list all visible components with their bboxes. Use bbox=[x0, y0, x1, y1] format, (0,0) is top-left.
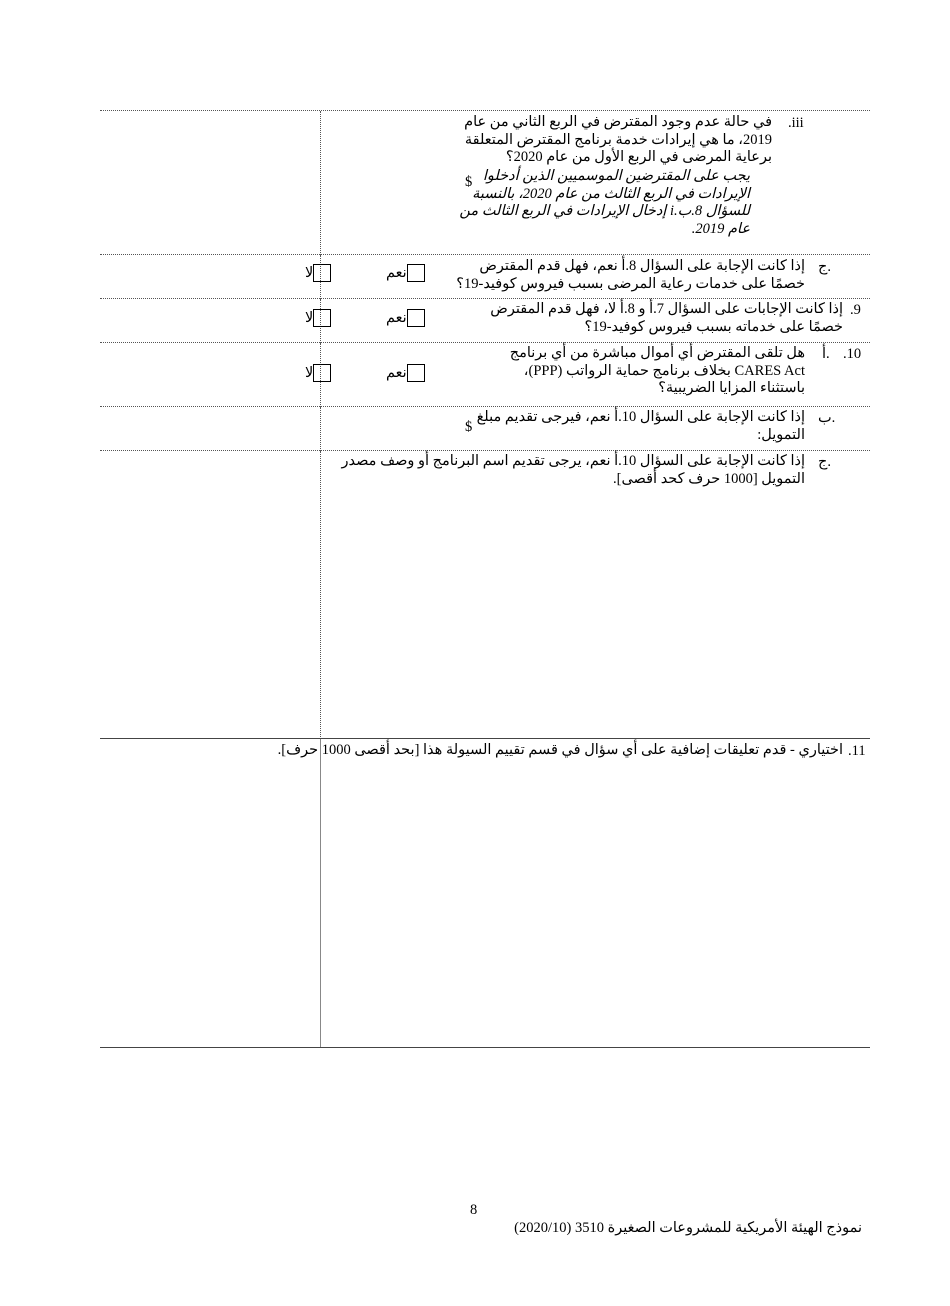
question-note: يجب على المقترضين الموسميين الذين أدخلوا الإيرادات في الربع الثالث من عام 2020، بالنسبة للسؤال 8.ب.i إدخال الإيرادات في الربع الثالث من عام 2019. bbox=[459, 168, 750, 237]
question-number: .10 bbox=[843, 346, 862, 362]
checkbox-icon[interactable] bbox=[407, 309, 425, 327]
question-number: ج. bbox=[818, 454, 831, 470]
currency-field-10b[interactable]: $ bbox=[465, 419, 473, 435]
table-bottom-border bbox=[100, 1047, 870, 1048]
question-subletter: أ. bbox=[822, 346, 830, 362]
currency-field-8b-iii[interactable]: $ bbox=[465, 174, 473, 190]
no-checkbox-9[interactable]: لا bbox=[305, 308, 331, 328]
column-divider bbox=[320, 111, 321, 255]
question-text: إذا كانت الإجابة على السؤال 10.أ نعم، فيرجى تقديم مبلغ التمويل: bbox=[476, 409, 805, 443]
column-divider bbox=[320, 407, 321, 451]
question-text: إذا كانت الإجابات على السؤال 7.أ و 8.أ لا، فهل قدم المقترض خصمًا على خدماته بسبب فيروس كوفيد-19؟ bbox=[490, 301, 843, 335]
question-text: هل تلقى المقترض أي أموال مباشرة من أي برنامج CARES Act بخلاف برنامج حماية الرواتب (PPP)، باستثناء المزايا الضريبية؟ bbox=[509, 345, 805, 396]
question-text: اختياري - قدم تعليقات إضافية على أي سؤال في قسم تقييم السيولة هذا [بحد أقصى 1000 حرف]. bbox=[277, 742, 843, 758]
question-text: إذا كانت الإجابة على السؤال 8.أ نعم، فهل قدم المقترض خصمًا على خدمات رعاية المرضى بسبب فيروس كوفيد-19؟ bbox=[456, 258, 805, 292]
question-number: .11 bbox=[848, 743, 866, 759]
no-checkbox-10a[interactable]: لا bbox=[305, 363, 331, 383]
question-number: ب. bbox=[818, 410, 836, 426]
funding-source-textarea[interactable] bbox=[222, 495, 868, 735]
checkbox-icon[interactable] bbox=[313, 264, 331, 282]
question-number: .9 bbox=[850, 302, 861, 318]
question-number: ج. bbox=[818, 259, 831, 275]
yes-checkbox-8c[interactable]: نعم bbox=[386, 263, 427, 283]
checkbox-icon[interactable] bbox=[313, 364, 331, 382]
checkbox-icon[interactable] bbox=[407, 364, 425, 382]
yes-checkbox-10a[interactable]: نعم bbox=[386, 363, 427, 383]
no-checkbox-8c[interactable]: لا bbox=[305, 263, 331, 283]
comments-textarea[interactable] bbox=[222, 765, 868, 1043]
question-text: في حالة عدم وجود المقترض في الربع الثاني من عام 2019، ما هي إيرادات خدمة برنامج المقترض المتعلقة برعاية المرضى في الربع الأول من عام 2020؟ bbox=[464, 114, 772, 165]
question-text: إذا كانت الإجابة على السؤال 10.أ نعم، يرجى تقديم اسم البرنامج أو وصف مصدر التمويل [1000 حرف كحد أقصى]. bbox=[341, 453, 805, 487]
yes-checkbox-9[interactable]: نعم bbox=[386, 308, 427, 328]
page-number: 8 bbox=[470, 1202, 478, 1218]
checkbox-icon[interactable] bbox=[313, 309, 331, 327]
form-footer: نموذج الهيئة الأمريكية للمشروعات الصغيرة 3510 (2020/10) bbox=[514, 1220, 862, 1236]
checkbox-icon[interactable] bbox=[407, 264, 425, 282]
question-number: .iii bbox=[788, 115, 804, 131]
